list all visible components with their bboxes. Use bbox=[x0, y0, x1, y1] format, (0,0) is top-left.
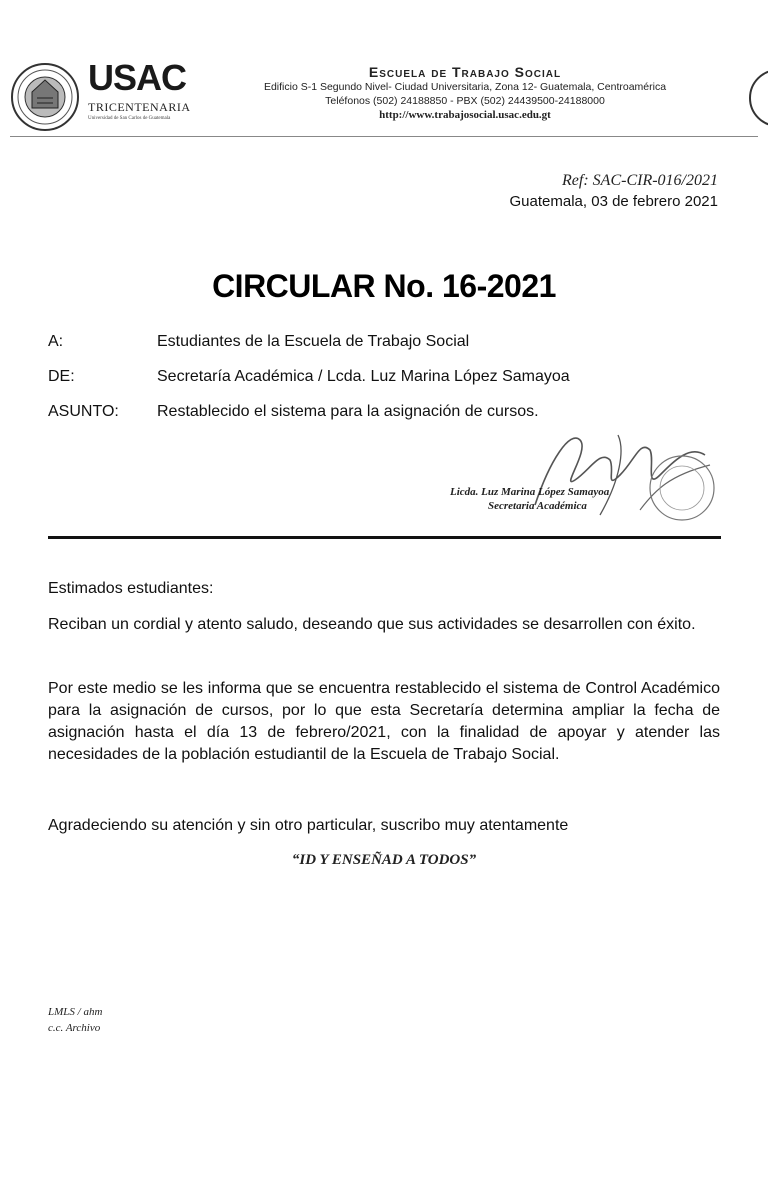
usac-subtitle: TRICENTENARIA bbox=[88, 100, 191, 114]
reference-number: Ref: SAC-CIR-016/2021 bbox=[562, 172, 718, 189]
letterhead bbox=[0, 0, 768, 140]
school-url: http://www.trabajosocial.usac.edu.gt bbox=[379, 109, 551, 121]
greeting: Estimados estudiantes: bbox=[48, 580, 214, 597]
to-value: Estudiantes de la Escuela de Trabajo Social bbox=[157, 333, 470, 350]
handwritten-signature bbox=[440, 420, 730, 530]
school-name: Escuela de Trabajo Social bbox=[368, 64, 562, 80]
signature-name: Licda. Luz Marina López Samayoa bbox=[450, 486, 610, 498]
from-value: Secretaría Académica / Lcda. Luz Marina López Samayoa bbox=[157, 368, 570, 385]
school-address: Edificio S-1 Segundo Nivel- Ciudad Universitaria, Zona 12- Guatemala, Centroamérica bbox=[263, 81, 667, 93]
subject-label: ASUNTO: bbox=[48, 403, 119, 420]
usac-logo bbox=[88, 57, 191, 130]
carbon-copy: c.c. Archivo bbox=[48, 1022, 101, 1034]
initials: LMLS / ahm bbox=[48, 1006, 103, 1018]
document-title: CIRCULAR No. 16-2021 bbox=[212, 268, 556, 304]
usac-tagline: Universidad de San Carlos de Guatemala bbox=[88, 116, 171, 121]
section-divider bbox=[48, 536, 721, 539]
document-date: Guatemala, 03 de febrero 2021 bbox=[509, 193, 718, 210]
usac-wordmark: USAC bbox=[88, 57, 187, 98]
header-divider bbox=[10, 136, 758, 137]
from-label: DE: bbox=[48, 368, 75, 385]
closing: Agradeciendo su atención y sin otro particular, suscribo muy atentamente bbox=[48, 817, 569, 834]
university-seal-icon bbox=[10, 62, 80, 132]
letterhead-text bbox=[200, 64, 730, 123]
school-phones: Teléfonos (502) 24188850 - PBX (502) 24439500-24188000 bbox=[325, 95, 605, 107]
motto: “ID Y ENSEÑAD A TODOS” bbox=[291, 852, 477, 868]
to-label: A: bbox=[48, 333, 64, 350]
signature-role: Secretaria Académica bbox=[488, 500, 587, 512]
subject-value: Restablecido el sistema para la asignación de cursos. bbox=[157, 403, 539, 420]
school-seal-icon bbox=[748, 68, 768, 128]
paragraph-1: Reciban un cordial y atento saludo, deseando que sus actividades se desarrollen con éxito. bbox=[48, 616, 696, 633]
paragraph-2: Por este medio se les informa que se encuentra restablecido el sistema de Control Académico para la asignación de cursos, por lo que esta Secretaría determina ampliar la fecha de asignación hasta el día 13 de febrero/2021, con la finalidad de apoyar y atender las necesidades de la población estudiantil de la Escuela de Trabajo Social. bbox=[48, 680, 720, 763]
